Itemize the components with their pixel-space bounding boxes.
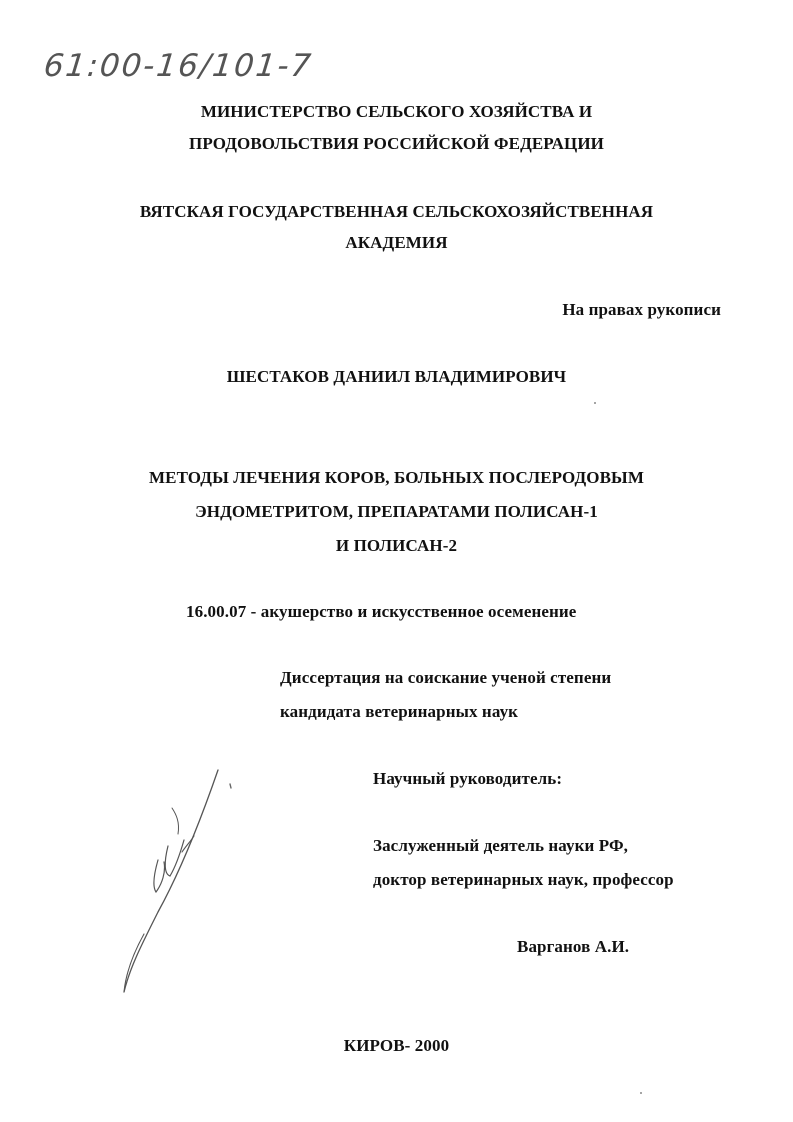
dissertation-title-line-1: МЕТОДЫ ЛЕЧЕНИЯ КОРОВ, БОЛЬНЫХ ПОСЛЕРОДОВЫМ (149, 468, 644, 487)
academy-line-2: АКАДЕМИЯ (345, 233, 448, 252)
author-name: ШЕСТАКОВ ДАНИИЛ ВЛАДИМИРОВИЧ (226, 367, 567, 386)
dissertation-title-line-2: ЭНДОМЕТРИТОМ, ПРЕПАРАТАМИ ПОЛИСАН-1 (195, 502, 598, 521)
supervisor-title-line-2: доктор ветеринарных наук, профессор (373, 870, 674, 889)
manuscript-note: На правах рукописи (562, 300, 721, 319)
scan-speck (640, 1092, 642, 1094)
ministry-line-1: МИНИСТЕРСТВО СЕЛЬСКОГО ХОЗЯЙСТВА И (200, 102, 593, 121)
archive-code-handwritten: 61:00-16/101-7 (42, 48, 315, 84)
handwritten-signature (110, 762, 250, 1002)
city-year: КИРОВ- 2000 (343, 1036, 450, 1055)
dissertation-title-line-3: И ПОЛИСАН-2 (335, 536, 458, 555)
ministry-line-2: ПРОДОВОЛЬСТВИЯ РОССИЙСКОЙ ФЕДЕРАЦИИ (189, 134, 604, 153)
supervisor-heading: Научный руководитель: (373, 769, 563, 788)
supervisor-name: Варганов А.И. (517, 937, 630, 956)
supervisor-title-line-1: Заслуженный деятель науки РФ, (373, 836, 629, 855)
academy-line-1: ВЯТСКАЯ ГОСУДАРСТВЕННАЯ СЕЛЬСКОХОЗЯЙСТВЕННАЯ (139, 202, 654, 221)
degree-line-1: Диссертация на соискание ученой степени (280, 668, 612, 687)
degree-line-2: кандидата ветеринарных наук (280, 702, 519, 721)
specialty-code: 16.00.07 - акушерство и искусственное осеменение (186, 602, 577, 621)
scan-speck (594, 402, 596, 404)
